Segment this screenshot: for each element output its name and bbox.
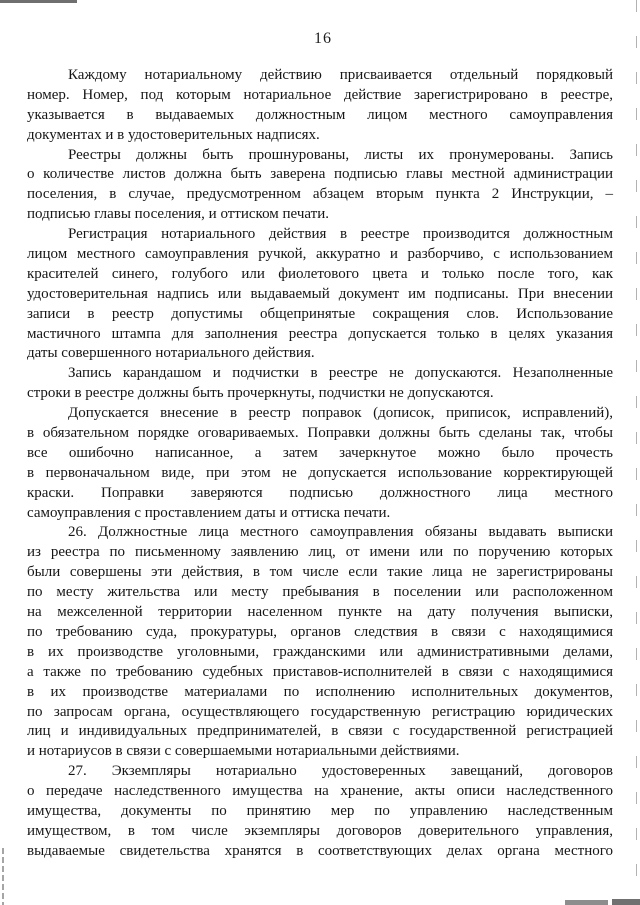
paragraph — [27, 225, 613, 364]
text-line: по месту жительства или месту пребывания в поселении или расположенном — [27, 584, 613, 601]
text-line: по требованию суда, прокуратуры, органов следствия в связи с находящимися — [27, 623, 613, 640]
text-line: из реестра по письменному заявлению лиц, от имени или по поручению которых — [27, 544, 613, 561]
scan-artifact-page-edge-right — [636, 0, 637, 905]
text-line: о количестве листов должна быть заверена подписью главы местной администрации — [27, 166, 613, 183]
text-line: были совершены эти действия, в том числе если такие лица не зарегистрированы — [27, 564, 613, 581]
paragraph — [27, 66, 613, 146]
text-line: 27. Экземпляры нотариально удостоверенных завещаний, договоров — [68, 763, 613, 780]
text-line: а также по требованию судебных приставов-исполнителей в связи с находящимися — [27, 663, 613, 680]
text-line: мастичного штампа для заполнения реестра допускается только в целях указания — [27, 325, 613, 342]
text-line: записи в реестр допустимы общепринятые сокращения слов. Использование — [27, 305, 613, 322]
scan-artifact-top-left-line — [0, 0, 77, 3]
paragraph — [27, 364, 613, 404]
text-line: в их производстве уголовными, гражданскими или административными делами, — [27, 643, 613, 660]
text-line: самоуправления с проставлением даты и оттиска печати. — [27, 504, 391, 521]
text-line: Запись карандашом и подчистки в реестре не допускаются. Незаполненные — [68, 365, 613, 382]
text-line: все ошибочно написанное, а затем зачеркнутое можно было прочесть — [27, 444, 613, 461]
text-line: на межселенной территории населенном пункте на дату получения выписки, — [27, 604, 613, 621]
text-line: поселения, в случае, предусмотренном абзацем вторым пункта 2 Инструкции, – — [27, 186, 613, 203]
text-line: Допускается внесение в реестр поправок (дописок, приписок, исправлений), — [68, 405, 613, 422]
text-line: указывается в выдаваемых должностным лицом местного самоуправления — [27, 106, 613, 123]
text-line: 26. Должностные лица местного самоуправления обязаны выдавать выписки — [68, 524, 613, 541]
text-line: краски. Поправки заверяются подписью должностного лица местного — [27, 484, 613, 501]
text-line: имуществом, в том числе экземпляры договоров доверительного управления, — [27, 822, 613, 839]
text-line: подписью главы поселения, и оттиском печати. — [27, 206, 329, 223]
text-line: красителей синего, голубого или фиолетового цвета и только после того, как — [27, 265, 613, 282]
paragraph — [27, 146, 613, 226]
text-line: Реестры должны быть прошнурованы, листы их пронумерованы. Запись — [68, 146, 613, 163]
scan-artifact-bottom-right-mark — [565, 900, 608, 905]
text-line: по запросам органа, осуществляющего государственную регистрацию юридических — [27, 703, 613, 720]
scan-artifact-page-edge-bottom-left — [2, 848, 4, 905]
scan-artifact-bottom-right-mark — [612, 899, 640, 905]
text-line: документах и в удостоверительных надписях. — [27, 126, 320, 143]
text-line: и нотариусов в связи с совершаемыми нотариальными действиями. — [27, 743, 460, 760]
paragraph — [27, 404, 613, 523]
text-body — [27, 66, 613, 862]
text-line: удостоверительная надпись или выдаваемый документ им подписаны. При внесении — [27, 285, 613, 302]
text-line: о передаче наследственного имущества на хранение, акты описи наследственного — [27, 783, 613, 800]
text-line: даты совершенного нотариального действия. — [27, 345, 315, 362]
text-line: в их производстве материалами по исполнению исполнительных документов, — [27, 683, 613, 700]
paragraph — [27, 523, 613, 762]
text-line: лиц и индивидуальных предпринимателей, в связи с государственной регистрацией — [27, 723, 613, 740]
text-line: выдаваемые свидетельства хранятся в соответствующих делах органа местного — [27, 842, 613, 859]
text-line: в обязательном порядке оговариваемых. Поправки должны быть сделаны так, чтобы — [27, 425, 613, 442]
text-line: строки в реестре должны быть прочеркнуты, подчистки не допускаются. — [27, 385, 494, 402]
text-line: в первоначальном виде, при этом не допускается использование корректирующей — [27, 464, 613, 481]
page-number: 16 — [314, 30, 332, 47]
text-line: лицом местного самоуправления ручкой, аккуратно и разборчиво, с использованием — [27, 246, 613, 263]
paragraph — [27, 762, 613, 861]
text-line: Регистрация нотариального действия в реестре производится должностным — [68, 226, 613, 243]
text-line: Каждому нотариальному действию присваивается отдельный порядковый — [68, 67, 613, 83]
text-line: номер. Номер, под которым нотариальное действие зарегистрировано в реестре, — [27, 86, 613, 103]
text-line: имущества, документы по принятию мер по управлению наследственным — [27, 802, 613, 819]
